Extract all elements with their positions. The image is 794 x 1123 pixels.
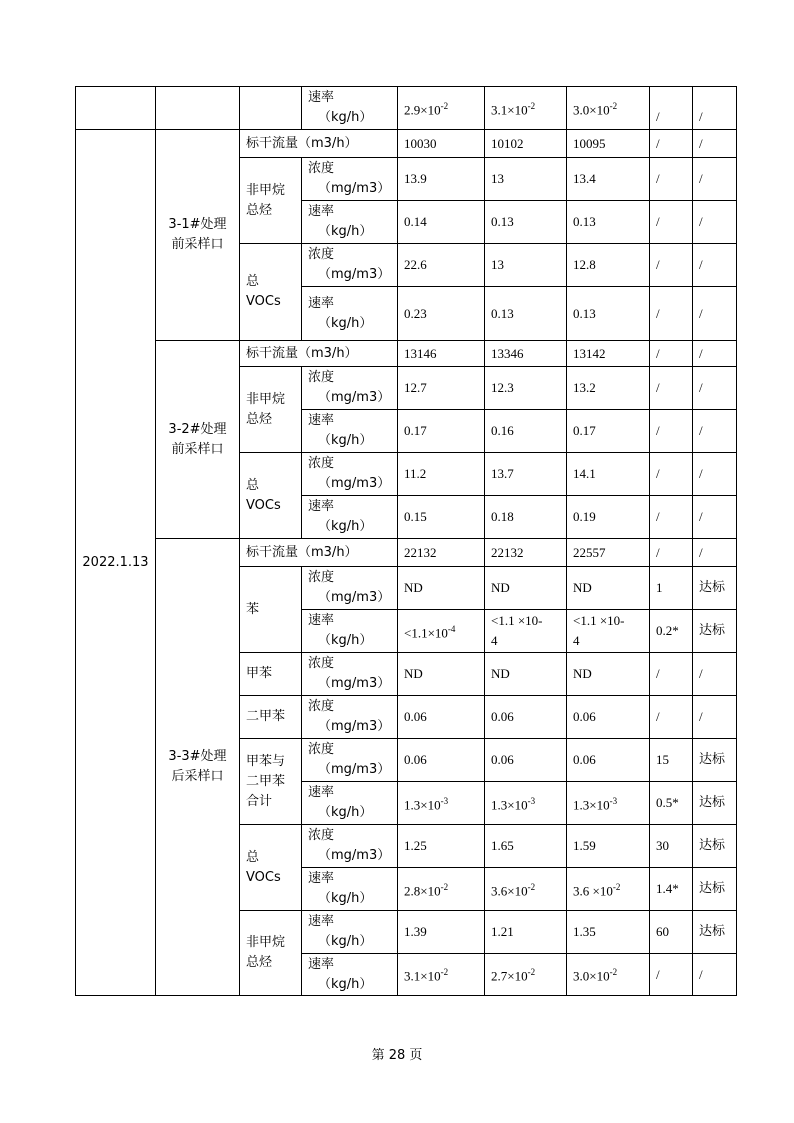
table-row: 甲苯与 二甲苯 合计 浓度 （mg/m3） 0.06 0.06 0.06 15 达标 — [76, 739, 737, 782]
table-row: 速率 （kg/h） 0.14 0.13 0.13 / / — [76, 201, 737, 244]
sampling-date: 2022.1.13 — [76, 130, 156, 996]
table-row: 3-2#处理 前采样口 标干流量（m3/h） 13146 13346 13142 / / — [76, 341, 737, 367]
monitoring-table — [75, 86, 737, 996]
table-row: 速率 （kg/h） $<1.1\times 10^{-4}$ <1.1 ×10- 4 <1.1 ×10- 4 0.2* 达标 — [76, 610, 737, 653]
table-row: 速率 （kg/h） $3.1\times 10^{-2}$ $2.7\times 10^{-2}$ $3.0\times 10^{-2}$ / / — [76, 954, 737, 996]
sampling-location: 3-2#处理 前采样口 — [156, 341, 240, 539]
table-row: 苯 浓度 （mg/m3） ND ND ND 1 达标 — [76, 567, 737, 610]
table-row: 总 VOCs 浓度 （mg/m3） 1.25 1.65 1.59 30 达标 — [76, 825, 737, 868]
sampling-location: 3-3#处理 后采样口 — [156, 539, 240, 996]
table-row: 速率 （kg/h） $1.3\times 10^{-3}$ $1.3\times 10^{-3}$ $1.3\times 10^{-3}$ 0.5* 达标 — [76, 782, 737, 825]
table-row: 甲苯 浓度 （mg/m3） ND ND ND / / — [76, 653, 737, 696]
sampling-location: 3-1#处理 前采样口 — [156, 130, 240, 341]
table-row: 总 VOCs 浓度 （mg/m3） 11.2 13.7 14.1 / / — [76, 453, 737, 496]
table-row: 速率 （kg/h） 0.23 0.13 0.13 / / — [76, 287, 737, 341]
table-row: 速率 （kg/h） 0.17 0.16 0.17 / / — [76, 410, 737, 453]
page-number: 第 28 页 — [371, 1048, 423, 1063]
table-row: 速率 （kg/h） 0.15 0.18 0.19 / / — [76, 496, 737, 539]
table-row: 非甲烷 总烃 浓度 （mg/m3） 12.7 12.3 13.2 / / — [76, 367, 737, 410]
table-row: 3-3#处理 后采样口 标干流量（m3/h） 22132 22132 22557 / / — [76, 539, 737, 567]
table-row: 非甲烷 总烃 浓度 （mg/m3） 13.9 13 13.4 / / — [76, 158, 737, 201]
table-row: 二甲苯 浓度 （mg/m3） 0.06 0.06 0.06 / / — [76, 696, 737, 739]
table-row: 总 VOCs 浓度 （mg/m3） 22.6 13 12.8 / / — [76, 244, 737, 287]
table-row: 速率 （kg/h） $2.8\times 10^{-2}$ $3.6\times 10^{-2}$ $3.6 \times 10^{-2}$ 1.4* 达标 — [76, 868, 737, 911]
table-row: 非甲烷 总烃 速率 （kg/h） 1.39 1.21 1.35 60 达标 — [76, 911, 737, 954]
table-row: 速率 （kg/h） $2.9\times 10^{-2}$ $3.1\times 10^{-2}$ $3.0\times 10^{-2}$ / / — [76, 87, 737, 130]
table-row: 2022.1.13 3-1#处理 前采样口 标干流量（m3/h） 10030 10102 10095 / / — [76, 130, 737, 158]
